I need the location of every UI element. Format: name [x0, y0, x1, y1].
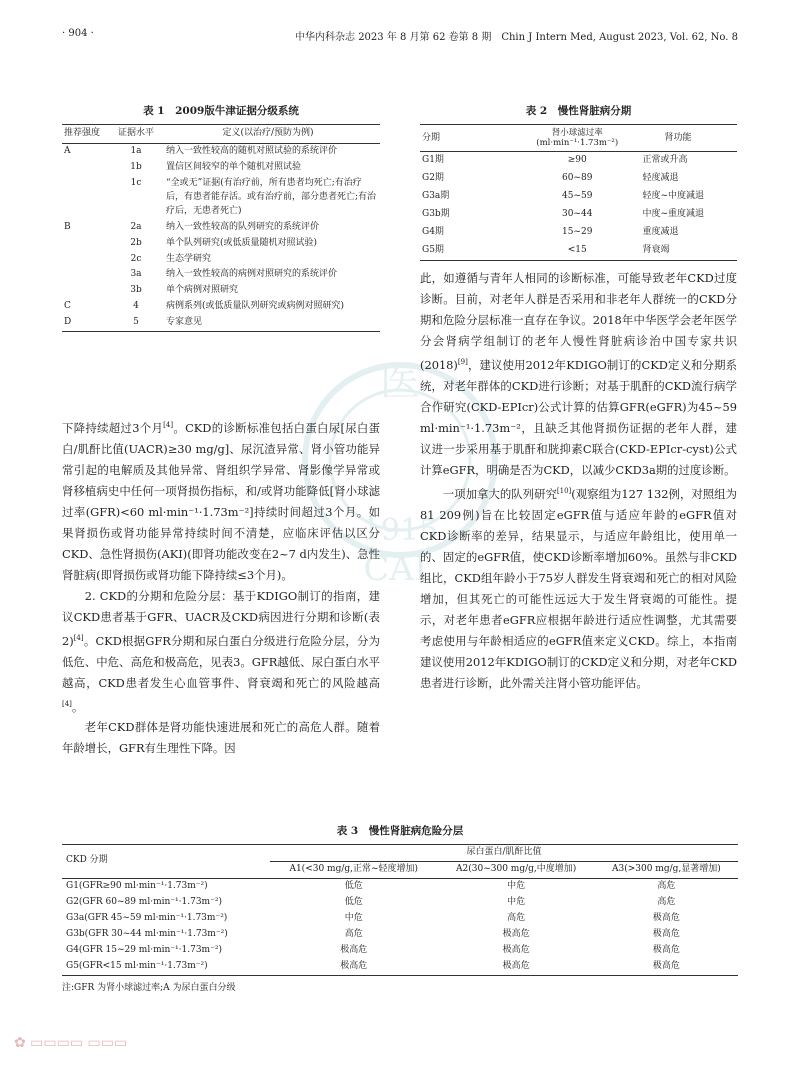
table-row: [420, 188, 737, 206]
table-cell: 低危: [344, 896, 363, 907]
table-cell: G4期: [422, 227, 444, 238]
table-cell: 15~29: [561, 227, 593, 238]
table-cell: 高危: [657, 896, 676, 907]
table-cell: G3b期: [422, 209, 450, 220]
text-run: 一项加拿大的队列研究: [442, 486, 557, 501]
citation-ref: [10]: [556, 486, 572, 495]
table-cell: 置信区间较窄的单个随机对照试验: [166, 161, 302, 172]
table-cell: 45~59: [561, 191, 593, 202]
table-cell: [62, 160, 116, 176]
table-cell: 高危: [507, 912, 526, 923]
watermark-letters: CAL: [363, 549, 437, 589]
table-cell: 纳入一致性较高的病例对照研究的系统评价: [166, 269, 338, 280]
table-cell: 1b: [130, 161, 142, 172]
table-row: [62, 299, 380, 315]
table-cell: 极高危: [652, 928, 680, 939]
table-cell: G3a(GFR 45~59 ml·min⁻¹·1.73m⁻²): [66, 912, 228, 923]
paragraph: [420, 481, 737, 694]
table-cell: 重度减退: [642, 227, 679, 238]
table-cell: [62, 176, 116, 220]
table-cell: 病例系列(或低质量队列研究或病例对照研究): [166, 301, 345, 312]
table-2-header: 肾功能: [640, 125, 737, 152]
table-cell: 单个队列研究(或低质量随机对照试验): [166, 237, 318, 248]
table-cell: 纳入一致性较高的随机对照试验的系统评价: [166, 145, 338, 156]
table-row: [62, 283, 380, 299]
table-1-caption: 表 1 2009版牛津证据分级系统: [143, 105, 299, 117]
table-cell: G5(GFR<15 ml·min⁻¹·1.73m⁻²): [62, 959, 270, 975]
watermark-year: 1915: [361, 513, 439, 548]
paragraph: 老年CKD群体是肾功能快速进展和死亡的高危人群。随着年龄增长，GFR有生理性下降。因: [62, 720, 380, 756]
table-cell: 极高危: [502, 944, 530, 955]
table-cell: D: [62, 315, 116, 331]
table-cell: 轻度减退: [642, 173, 679, 184]
left-column-text: [62, 415, 380, 759]
table-cell: 中度~重度减退: [642, 209, 704, 220]
watermark-char: 医: [380, 359, 420, 405]
text-run: (观察组为127 132例，对照组为81 209例)旨在比较固定eGFR值与适应年龄的eGFR值对CKD诊断率的差异，结果显示，与适应年龄组比，使用单一的、固定的eGFR值，使CKD诊断率增加60%。虽然与非CKD组比，CKD组年龄小于75岁人群发生肾衰竭和死亡的相对风险增加，但其死亡的可能性远远大于发生肾衰竭的可能性。提示，对老年患者eGFR应根据年龄进行适应性调整，尤其需要考虑使用与年龄相适应的eGFR值来定义CKD。综上，本指南建议使用2012年KDIGO制订的CKD定义和分期，对老年CKD患者进行诊断，此外需关注肾小管功能评估。: [420, 486, 737, 690]
paragraph: [62, 415, 380, 586]
table-row: [62, 143, 380, 159]
table-cell: 高危: [344, 928, 363, 939]
table-3-group-header: 尿白蛋白/肌酐比值: [270, 845, 738, 862]
table-cell: 1a: [130, 145, 142, 156]
table-cell: ≥90: [567, 155, 587, 166]
table-cell: 1c: [130, 177, 142, 188]
table-cell: 30~44: [561, 209, 593, 220]
table-cell: G1期: [422, 155, 444, 166]
table-cell: 专家意见: [156, 315, 380, 331]
table-3-caption: 表 3 慢性肾脏病危险分层: [336, 825, 464, 837]
table-row: [420, 242, 737, 261]
table-cell: 单个病例对照研究: [166, 285, 239, 296]
table-cell: G3b(GFR 30~44 ml·min⁻¹·1.73m⁻²): [66, 928, 228, 939]
table-cell: G4(GFR 15~29 ml·min⁻¹·1.73m⁻²): [66, 944, 222, 955]
table-1-block: [62, 103, 380, 332]
text-run: ，建议使用2012年KDIGO制订的CKD定义和分期系统，对老年群体的CKD进行诊断；对基于肌酐的CKD流行病学合作研究(CKD-EPIcr)公式计算的估算GFR(eGFR)为45~59 ml·min⁻¹·1.73m⁻²，且缺乏其他肾损伤证据的老年人群，建议进一步采用基于肌酐和胱抑素C联合(CKD-EPIcr-cyst)公式计算eGFR，明确是否为CKD，以减少CKD3a期的过度诊断。: [420, 357, 737, 477]
table-cell: G2期: [422, 173, 444, 184]
table-3-header: CKD 分期: [62, 845, 270, 879]
citation-ref: [9]: [457, 358, 468, 366]
table-cell: <15: [514, 242, 640, 261]
table-2-block: [420, 103, 737, 261]
table-cell: 2b: [130, 237, 142, 248]
table-row: [420, 170, 737, 188]
table-row: [62, 927, 738, 943]
table-cell: 中危: [344, 912, 363, 923]
running-header: [62, 28, 738, 46]
table-cell: 低危: [344, 880, 363, 891]
table-row: [62, 959, 738, 975]
table-1: [62, 124, 380, 332]
table-cell: “全或无”证据(有治疗前，所有患者均死亡;有治疗后，有患者能存活。或有治疗前，部分患者死亡;有治疗后，无患者死亡): [166, 177, 377, 216]
table-row: [420, 206, 737, 224]
table-cell: 3b: [130, 285, 142, 296]
citation-ref: [4]: [73, 633, 84, 642]
citation-ref: [4]: [163, 421, 174, 429]
table-cell: 中危: [507, 880, 526, 891]
table-cell: [62, 252, 116, 268]
table-cell: 极高危: [340, 944, 368, 955]
table-cell: 极高危: [502, 928, 530, 939]
table-3-note: 注:GFR 为肾小球滤过率;A 为尿白蛋白分级: [62, 982, 236, 993]
table-cell: 轻度~中度减退: [642, 191, 704, 202]
table-3-subheader: A3(>300 mg/g,显著增加): [595, 861, 738, 878]
table-row: [62, 315, 380, 331]
table-row: [420, 224, 737, 242]
right-column-text: [420, 268, 737, 694]
table-3: [62, 844, 738, 976]
table-cell: 5: [116, 315, 156, 331]
table-row: [62, 220, 380, 236]
page-number: · 904 ·: [62, 28, 94, 39]
table-cell: C: [64, 301, 71, 312]
publisher-footer-logo: ✿ ▭▭▭▭ ▭▭▭: [14, 1035, 128, 1051]
table-row: [62, 252, 380, 268]
table-cell: A: [64, 145, 71, 156]
table-cell: 极高危: [270, 959, 438, 975]
table-row: [62, 176, 380, 220]
table-row: [62, 943, 738, 959]
table-cell: 肾衰竭: [640, 242, 737, 261]
table-row: [62, 878, 738, 894]
table-2: [420, 124, 737, 261]
table-2-header-gfr: [514, 125, 640, 152]
table-cell: [62, 236, 116, 252]
table-row: [62, 895, 738, 911]
paragraph: [62, 586, 380, 718]
table-cell: B: [64, 221, 71, 232]
text-run: 。CKD根据GFR分期和尿白蛋白分级进行危险分层，分为低危、中危、高危和极高危，见表3。GFR越低、尿白蛋白水平越高，CKD患者发生心血管事件、肾衰竭和死亡的风险越高: [62, 633, 380, 690]
table-cell: 2c: [130, 253, 142, 264]
text-run: 下降持续超过3个月: [62, 420, 164, 435]
table-cell: G2(GFR 60~89 ml·min⁻¹·1.73m⁻²): [66, 896, 222, 907]
table-row: [420, 152, 737, 171]
text-run: 2. CKD的分期和危险分层：基于KDIGO制订的指南，建议CKD患者基于GFR、UACR及CKD病因进行分期和诊断(表2): [62, 588, 380, 648]
table-cell: 极高危: [595, 959, 738, 975]
paragraph: [420, 268, 737, 481]
table-cell: 3a: [130, 269, 142, 280]
table-1-header: 推荐强度: [62, 125, 116, 144]
table-2-header-gfr-unit: (ml·min⁻¹·1.73m⁻²): [536, 138, 619, 149]
table-cell: 2a: [130, 221, 142, 232]
table-cell: G5期: [420, 242, 514, 261]
citation-ref: [4]: [62, 699, 72, 708]
table-cell: 纳入一致性较高的队列研究的系统评价: [166, 221, 320, 232]
table-3-block: [62, 823, 738, 993]
table-row: [62, 267, 380, 283]
table-2-caption: 表 2 慢性肾脏病分期: [525, 105, 632, 117]
table-cell: 极高危: [652, 944, 680, 955]
table-cell: 4: [133, 301, 139, 312]
text-run: 。: [71, 699, 84, 714]
table-1-header: 证据水平: [116, 125, 156, 144]
table-cell: 生态学研究: [166, 253, 212, 264]
table-cell: G3a期: [422, 191, 450, 202]
text-run: 此，如遵循与青年人相同的诊断标准，可能导致老年CKD过度诊断。目前，对老年人群是否采用和非老年人群统一的CKD分期和危险分层标准一直存在争议。2018年中华医学会老年医学分会肾病学组制订的老年人慢性肾脏病诊治中国专家共识(2018): [420, 271, 737, 372]
table-cell: 60~89: [561, 173, 593, 184]
table-1-header: 定义(以治疗/预防为例): [156, 125, 380, 144]
table-2-header-gfr-line1: 肾小球滤过率: [551, 128, 603, 138]
table-cell: 高危: [657, 880, 676, 891]
table-2-header: 分期: [420, 125, 514, 152]
table-cell: [62, 267, 116, 283]
table-row: [62, 236, 380, 252]
table-cell: 极高危: [652, 912, 680, 923]
text-run: 。CKD的诊断标准包括白蛋白尿[尿白蛋白/肌酐比值(UACR)≥30 mg/g]、尿沉渣异常、肾小管功能异常引起的电解质及其他异常、肾组织学异常、肾影像学异常或肾移植病史中任何一项肾损伤指标，和/或肾功能降低[肾小球滤过率(GFR)<60 ml·min⁻¹·1.73m⁻²]持续时间超过3个月。如果肾损伤或肾功能异常持续时间不清楚，应临床评估以区分CKD、急性肾损伤(AKI)(即肾功能改变在2~7 d内发生)、急性肾脏病(即肾损伤或肾功能下降持续≤3个月)。: [62, 420, 380, 582]
table-row: [62, 911, 738, 927]
table-row: [62, 160, 380, 176]
table-cell: [62, 283, 116, 299]
table-cell: G1(GFR≥90 ml·min⁻¹·1.73m⁻²): [66, 880, 208, 891]
journal-citation: 中华内科杂志 2023 年 8 月第 62 卷第 8 期 Chin J Intern Med, August 2023, Vol. 62, No. 8: [295, 32, 738, 43]
table-cell: 中危: [507, 896, 526, 907]
table-3-subheader: A2(30~300 mg/g,中度增加): [438, 861, 595, 878]
table-cell: 正常或升高: [642, 155, 688, 166]
table-cell: 极高危: [438, 959, 595, 975]
table-3-subheader: A1(<30 mg/g,正常~轻度增加): [270, 861, 438, 878]
